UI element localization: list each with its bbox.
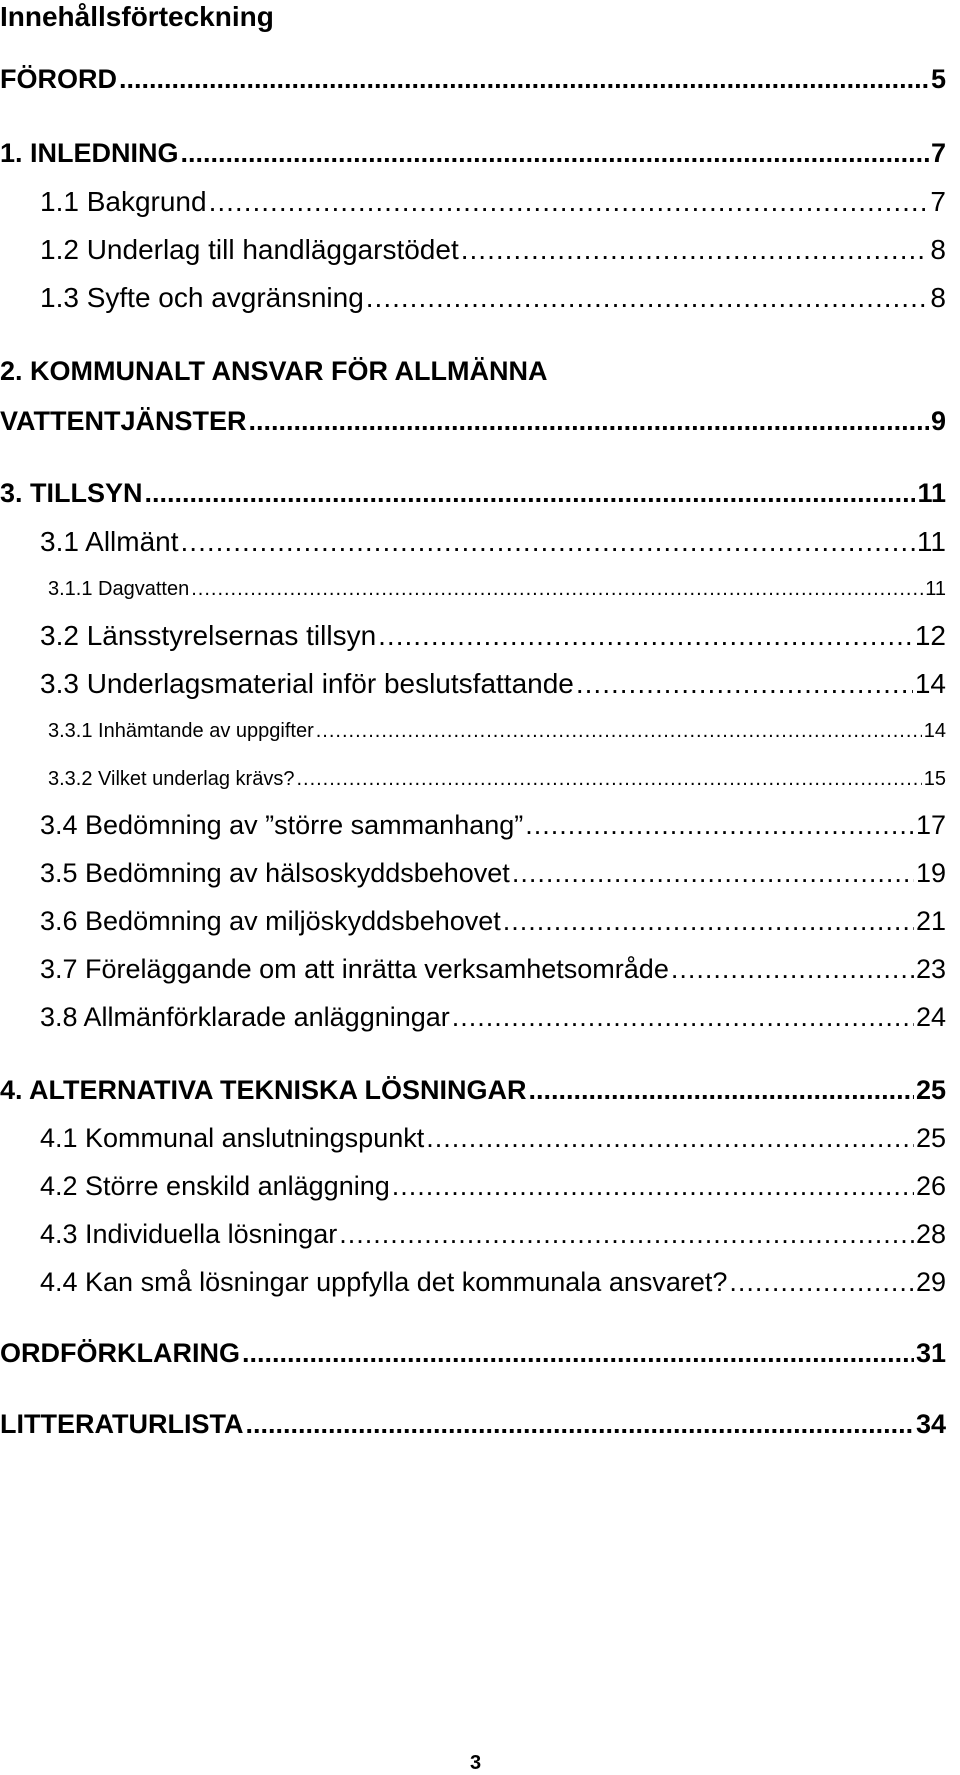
toc-entry-litteraturlista[interactable]: [0, 1409, 946, 1440]
toc-entry-page: 7: [930, 138, 946, 168]
toc-entry-3-3-1[interactable]: [48, 720, 946, 743]
dot-leader: [209, 186, 929, 218]
toc-entry-3-3-2[interactable]: [48, 768, 946, 791]
toc-entry-page: 8: [930, 234, 946, 265]
toc-entry-page: 11: [925, 578, 946, 600]
toc-entry-label: 1. INLEDNING: [0, 138, 179, 168]
toc-entry-label: 3.2 Länsstyrelsernas tillsyn: [40, 620, 377, 651]
dot-leader: [576, 668, 913, 700]
toc-entry-page: 25: [915, 1075, 946, 1105]
toc-entry-page: 11: [917, 478, 946, 508]
toc-entry-kommunalt-line1[interactable]: 2. KOMMUNALT ANSVAR FÖR ALLMÄNNA: [0, 356, 548, 386]
toc-entry-label: 3.5 Bedömning av hälsoskyddsbehovet: [40, 858, 510, 888]
dot-leader: [242, 1338, 914, 1369]
toc-entry-label: 3.8 Allmänförklarade anläggningar: [40, 1002, 450, 1032]
toc-entry-label: 3.4 Bedömning av ”större sammanhang”: [40, 810, 524, 840]
dot-leader: [119, 64, 929, 95]
toc-entry-label: 4.4 Kan små lösningar uppfylla det kommunala ansvaret?: [40, 1267, 728, 1297]
toc-entry-label: 4. ALTERNATIVA TEKNISKA LÖSNINGAR: [0, 1075, 527, 1105]
toc-entry-label: ORDFÖRKLARING: [0, 1338, 240, 1368]
toc-entry-page: 19: [915, 858, 946, 888]
toc-entry-4-1[interactable]: [40, 1123, 946, 1154]
toc-entry-inledning[interactable]: [0, 138, 946, 169]
toc-entry-page: 5: [930, 64, 946, 94]
toc-entry-page: 15: [923, 768, 946, 790]
toc-entry-page: 9: [930, 406, 946, 436]
toc-entry-page: 17: [915, 810, 946, 840]
toc-entry-3-3[interactable]: [40, 668, 946, 700]
dot-leader: [181, 526, 915, 558]
toc-entry-label: VATTENTJÄNSTER: [0, 406, 247, 436]
toc-entry-3-2[interactable]: [40, 620, 946, 652]
toc-entry-label: LITTERATURLISTA: [0, 1409, 244, 1439]
toc-entry-page: 34: [915, 1409, 946, 1439]
toc-entry-ordforklaring[interactable]: [0, 1338, 946, 1369]
toc-entry-page: 29: [915, 1267, 946, 1297]
toc-entry-kommunalt[interactable]: [0, 406, 946, 437]
dot-leader: [378, 620, 913, 652]
toc-entry-3-7[interactable]: [40, 954, 946, 985]
toc-entry-label: 3.1 Allmänt: [40, 526, 179, 557]
toc-entry-3-8[interactable]: [40, 1002, 946, 1033]
toc-entry-4-2[interactable]: [40, 1171, 946, 1202]
toc-entry-page: 11: [916, 526, 946, 557]
toc-entry-label: 1.1 Bakgrund: [40, 186, 207, 217]
dot-leader: [366, 282, 929, 314]
toc-entry-3-6[interactable]: [40, 906, 946, 937]
toc-entry-alternativa[interactable]: [0, 1075, 946, 1106]
toc-entry-label: 3.1.1 Dagvatten: [48, 578, 190, 600]
toc-entry-1-3[interactable]: [40, 282, 946, 314]
toc-entry-label: 4.1 Kommunal anslutningspunkt: [40, 1123, 425, 1153]
dot-leader: [525, 810, 914, 841]
toc-entry-tillsyn[interactable]: [0, 478, 946, 509]
toc-entry-label: 1.3 Syfte och avgränsning: [40, 282, 364, 313]
dot-leader: [145, 478, 916, 509]
page-number: 3: [470, 1752, 482, 1774]
toc-entry-page: 24: [915, 1002, 946, 1032]
toc-entry-page: 26: [915, 1171, 946, 1201]
toc-entry-3-4[interactable]: [40, 810, 946, 841]
dot-leader: [296, 768, 921, 791]
toc-entry-label: 3.6 Bedömning av miljöskyddsbehovet: [40, 906, 501, 936]
toc-entry-label: 3.3 Underlagsmaterial inför beslutsfattande: [40, 668, 574, 699]
toc-entry-page: 14: [923, 720, 946, 742]
dot-leader: [181, 138, 929, 169]
dot-leader: [529, 1075, 914, 1106]
toc-entry-page: 21: [915, 906, 946, 936]
toc-entry-4-3[interactable]: [40, 1219, 946, 1250]
dot-leader: [426, 1123, 914, 1154]
toc-entry-4-4[interactable]: [40, 1267, 946, 1298]
page-title: Innehållsförteckning: [0, 1, 274, 32]
dot-leader: [503, 906, 914, 937]
toc-entry-1-2[interactable]: [40, 234, 946, 266]
toc-entry-page: 7: [930, 186, 946, 217]
dot-leader: [339, 1219, 914, 1250]
dot-leader: [249, 406, 929, 437]
toc-entry-page: 25: [915, 1123, 946, 1153]
toc-entry-label: FÖRORD: [0, 64, 117, 94]
toc-entry-1-1[interactable]: [40, 186, 946, 218]
toc-entry-page: 28: [915, 1219, 946, 1249]
dot-leader: [671, 954, 914, 985]
toc-entry-3-5[interactable]: [40, 858, 946, 889]
dot-leader: [191, 578, 923, 601]
toc-entry-3-1-1[interactable]: [48, 578, 946, 601]
dot-leader: [245, 1409, 913, 1440]
dot-leader: [316, 720, 922, 743]
toc-entry-page: 8: [930, 282, 946, 313]
toc-entry-label: 3.3.2 Vilket underlag krävs?: [48, 768, 295, 790]
toc-entry-label: 3.7 Föreläggande om att inrätta verksamhetsområde: [40, 954, 669, 984]
dot-leader: [512, 858, 914, 889]
dot-leader: [729, 1267, 914, 1298]
toc-entry-page: 23: [915, 954, 946, 984]
toc-entry-forord[interactable]: [0, 64, 946, 95]
dot-leader: [392, 1171, 914, 1202]
toc-entry-page: 31: [915, 1338, 946, 1368]
dot-leader: [461, 234, 929, 266]
toc-entry-page: 12: [914, 620, 946, 651]
toc-entry-label: 1.2 Underlag till handläggarstödet: [40, 234, 459, 265]
dot-leader: [452, 1002, 914, 1033]
toc-entry-3-1[interactable]: [40, 526, 946, 558]
toc-entry-label: 3. TILLSYN: [0, 478, 143, 508]
toc-entry-label: 4.2 Större enskild anläggning: [40, 1171, 390, 1201]
toc-entry-label: 4.3 Individuella lösningar: [40, 1219, 338, 1249]
toc-entry-page: 14: [914, 668, 946, 699]
toc-entry-label: 3.3.1 Inhämtande av uppgifter: [48, 720, 314, 742]
